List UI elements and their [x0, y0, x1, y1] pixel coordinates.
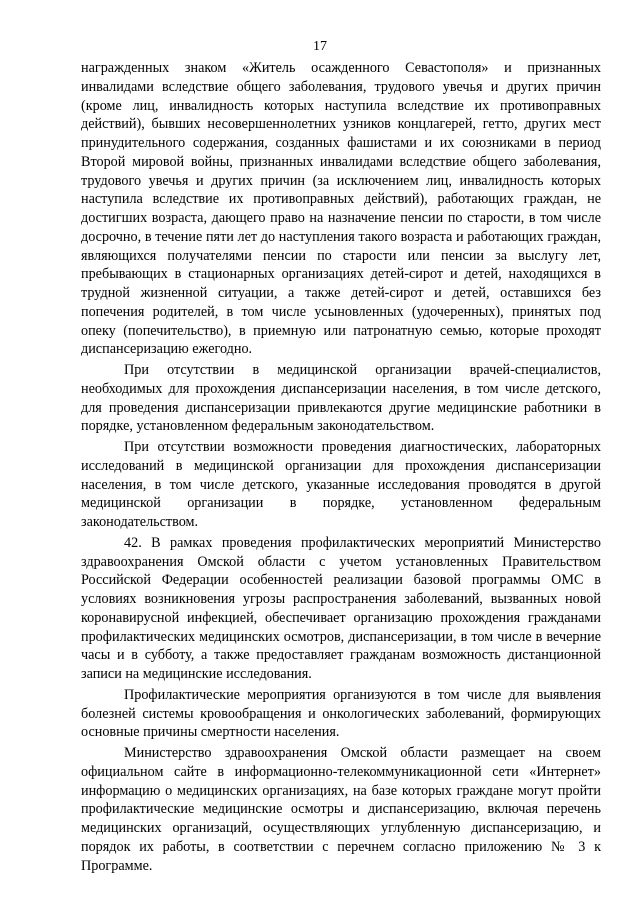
paragraph-preventive-measures: Профилактические мероприятия организуются в том числе для выявления болезней системы кровообращения и онкологических заболеваний, формирующих основные причины смертности населения. [81, 686, 601, 741]
paragraph-item-42: 42. В рамках проведения профилактических мероприятий Министерство здравоохранения Омской области с учетом установленных Правительством Российской Федерации особенностей реализации базовой программы ОМС в условиях возникновения угрозы распространения заболеваний, вызванных новой коронавирусной инфекцией, обеспечивает организацию прохождения гражданами профилактических медицинских осмотров, диспансеризации, в том числе в вечерние часы и в субботу, а также предоставляет гражданам возможность дистанционной записи на медицинские исследования. [81, 534, 601, 682]
paragraph-continuation: награжденных знаком «Житель осажденного Севастополя» и признанных инвалидами вследствие общего заболевания, трудового увечья и других причин (кроме лиц, инвалидность которых наступила вследствие их противоправных действий), бывших несовершеннолетних узников концлагерей, гетто, других мест принудительного содержания, созданных фашистами и их союзниками в период Второй мировой войны, признанных инвалидами вследствие общего заболевания, трудового увечья и других причин (за исключением лиц, инвалидность которых наступила вследствие их противоправных действий), работающих граждан, не достигших возраста, дающего право на назначение пенсии по старости, в том числе досрочно, в течение пяти лет до наступления такого возраста и работающих граждан, являющихся получателями пенсии по старости или пенсии за выслугу лет, пребывающих в стационарных организациях детей-сирот и детей, находящихся в трудной жизненной ситуации, а также детей-сирот и детей, оставшихся без попечения родителей, в том числе усыновленных (удочеренных), принятых под опеку (попечительство), в приемную или патронатную семью, которые проходят диспансеризацию ежегодно. [81, 60, 601, 358]
paragraph-diagnostics-absent: При отсутствии возможности проведения диагностических, лабораторных исследований в медицинской организации для прохождения диспансеризации населения, в том числе детского, указанные исследования проводятся в другой медицинской организации в порядке, установленном федеральным законодательством. [81, 439, 601, 530]
paragraph-ministry-website: Министерство здравоохранения Омской области размещает на своем официальном сайте в информационно-телекоммуникационной сети «Интернет» информацию о медицинских организациях, на базе которых граждане могут пройти профилактические медицинские осмотры и диспансеризацию, включая перечень медицинских организаций, осуществляющих углубленную диспансеризацию, и порядок их работы, в соответствии с перечнем согласно приложению № 3 к Программе. [81, 745, 601, 874]
paragraph-specialists-absent: При отсутствии в медицинской организации врачей-специалистов, необходимых для прохождения диспансеризации населения, в том числе детского, для проведения диспансеризации привлекаются другие медицинские работники в порядке, установленном федеральным законодательством. [81, 362, 601, 435]
document-body [81, 59, 601, 877]
page-number: 17 [313, 39, 327, 54]
